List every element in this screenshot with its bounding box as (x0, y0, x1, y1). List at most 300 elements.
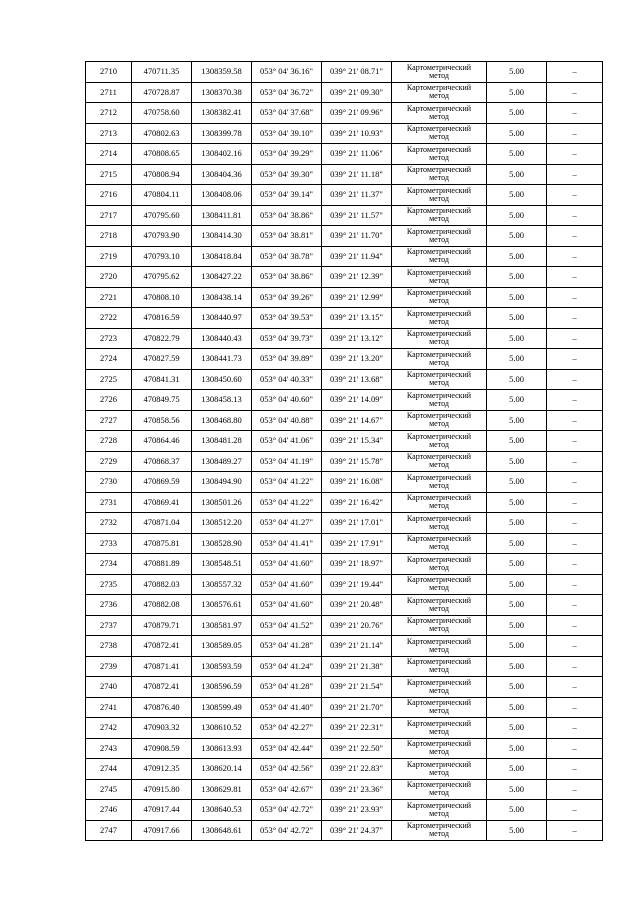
point-number-cell: 2718 (86, 226, 132, 247)
method-label-line2: метод (429, 357, 449, 367)
y-coordinate-cell: 1308576.61 (192, 595, 252, 616)
longitude-cell: 039° 21' 22.31" (322, 718, 392, 739)
latitude-cell: 053° 04' 39.89" (252, 349, 322, 370)
longitude-cell: 039° 21' 11.94" (322, 246, 392, 267)
longitude-cell: 039° 21' 08.71" (322, 62, 392, 83)
point-number-cell: 2731 (86, 492, 132, 513)
method-label-line2: метод (429, 624, 449, 634)
method-label-line2: метод (429, 767, 449, 777)
table-row (86, 574, 603, 595)
method-cell (392, 779, 487, 800)
note-cell: – (547, 718, 603, 739)
method-label-line1: Картометрический (406, 349, 472, 359)
y-coordinate-cell: 1308411.81 (192, 205, 252, 226)
longitude-cell: 039° 21' 19.44" (322, 574, 392, 595)
point-number-cell: 2719 (86, 246, 132, 267)
method-label-line2: метод (429, 829, 449, 839)
method-cell (392, 656, 487, 677)
latitude-cell: 053° 04' 39.14" (252, 185, 322, 206)
x-coordinate-cell: 470879.71 (132, 615, 192, 636)
latitude-cell: 053° 04' 42.67" (252, 779, 322, 800)
x-coordinate-cell: 470758.60 (132, 103, 192, 124)
accuracy-cell: 5.00 (487, 308, 547, 329)
latitude-cell: 053° 04' 36.72" (252, 82, 322, 103)
method-label-line2: метод (429, 644, 449, 654)
method-label-line1: Картометрический (406, 288, 472, 298)
x-coordinate-cell: 470868.37 (132, 451, 192, 472)
x-coordinate-cell: 470915.80 (132, 779, 192, 800)
x-coordinate-cell: 470876.40 (132, 697, 192, 718)
table-row (86, 103, 603, 124)
note-cell: – (547, 308, 603, 329)
x-coordinate-cell: 470841.31 (132, 369, 192, 390)
method-label-line2: метод (429, 808, 449, 818)
accuracy-cell: 5.00 (487, 759, 547, 780)
y-coordinate-cell: 1308501.26 (192, 492, 252, 513)
y-coordinate-cell: 1308481.28 (192, 431, 252, 452)
method-cell (392, 349, 487, 370)
accuracy-cell: 5.00 (487, 246, 547, 267)
y-coordinate-cell: 1308613.93 (192, 738, 252, 759)
note-cell: – (547, 431, 603, 452)
method-label-line2: метод (429, 296, 449, 306)
method-cell (392, 390, 487, 411)
x-coordinate-cell: 470808.65 (132, 144, 192, 165)
accuracy-cell: 5.00 (487, 697, 547, 718)
point-number-cell: 2733 (86, 533, 132, 554)
note-cell: – (547, 349, 603, 370)
longitude-cell: 039° 21' 22.50" (322, 738, 392, 759)
method-cell (392, 369, 487, 390)
accuracy-cell: 5.00 (487, 820, 547, 841)
latitude-cell: 053° 04' 41.60" (252, 574, 322, 595)
note-cell: – (547, 574, 603, 595)
latitude-cell: 053° 04' 39.53" (252, 308, 322, 329)
point-number-cell: 2728 (86, 431, 132, 452)
accuracy-cell: 5.00 (487, 205, 547, 226)
method-cell (392, 800, 487, 821)
method-label-line1: Картометрический (406, 411, 472, 421)
longitude-cell: 039° 21' 13.12" (322, 328, 392, 349)
note-cell: – (547, 800, 603, 821)
table-row (86, 738, 603, 759)
point-number-cell: 2729 (86, 451, 132, 472)
y-coordinate-cell: 1308382.41 (192, 103, 252, 124)
x-coordinate-cell: 470849.75 (132, 390, 192, 411)
table-row (86, 636, 603, 657)
table-row (86, 492, 603, 513)
x-coordinate-cell: 470822.79 (132, 328, 192, 349)
method-label-line1: Картометрический (406, 595, 472, 605)
table-row (86, 615, 603, 636)
method-label-line1: Картометрический (406, 554, 472, 564)
x-coordinate-cell: 470882.03 (132, 574, 192, 595)
latitude-cell: 053° 04' 41.27" (252, 513, 322, 534)
accuracy-cell: 5.00 (487, 164, 547, 185)
table-row (86, 800, 603, 821)
y-coordinate-cell: 1308589.05 (192, 636, 252, 657)
longitude-cell: 039° 21' 13.15" (322, 308, 392, 329)
y-coordinate-cell: 1308528.90 (192, 533, 252, 554)
longitude-cell: 039° 21' 21.54" (322, 677, 392, 698)
point-number-cell: 2738 (86, 636, 132, 657)
x-coordinate-cell: 470871.41 (132, 656, 192, 677)
method-label-line2: метод (429, 521, 449, 531)
x-coordinate-cell: 470808.94 (132, 164, 192, 185)
x-coordinate-cell: 470869.41 (132, 492, 192, 513)
table-row (86, 759, 603, 780)
x-coordinate-cell: 470816.59 (132, 308, 192, 329)
latitude-cell: 053° 04' 41.40" (252, 697, 322, 718)
method-label-line2: метод (429, 460, 449, 470)
accuracy-cell: 5.00 (487, 472, 547, 493)
note-cell: – (547, 472, 603, 493)
latitude-cell: 053° 04' 37.68" (252, 103, 322, 124)
note-cell: – (547, 554, 603, 575)
y-coordinate-cell: 1308399.78 (192, 123, 252, 144)
table-row (86, 533, 603, 554)
table-row (86, 328, 603, 349)
method-label-line1: Картометрический (406, 493, 472, 503)
table-row (86, 123, 603, 144)
accuracy-cell: 5.00 (487, 390, 547, 411)
y-coordinate-cell: 1308512.20 (192, 513, 252, 534)
note-cell: – (547, 820, 603, 841)
y-coordinate-cell: 1308440.97 (192, 308, 252, 329)
longitude-cell: 039° 21' 21.38" (322, 656, 392, 677)
x-coordinate-cell: 470793.10 (132, 246, 192, 267)
note-cell: – (547, 144, 603, 165)
method-label-line2: метод (429, 152, 449, 162)
longitude-cell: 039° 21' 11.70" (322, 226, 392, 247)
method-label-line2: метод (429, 706, 449, 716)
longitude-cell: 039° 21' 12.39" (322, 267, 392, 288)
accuracy-cell: 5.00 (487, 144, 547, 165)
method-cell (392, 82, 487, 103)
method-label-line1: Картометрический (406, 636, 472, 646)
method-label-line1: Картометрический (406, 247, 472, 257)
longitude-cell: 039° 21' 13.68" (322, 369, 392, 390)
table-row (86, 513, 603, 534)
y-coordinate-cell: 1308610.52 (192, 718, 252, 739)
method-cell (392, 164, 487, 185)
y-coordinate-cell: 1308402.16 (192, 144, 252, 165)
y-coordinate-cell: 1308548.51 (192, 554, 252, 575)
longitude-cell: 039° 21' 15.78" (322, 451, 392, 472)
y-coordinate-cell: 1308489.27 (192, 451, 252, 472)
method-label-line2: метод (429, 480, 449, 490)
method-label-line1: Картометрический (406, 575, 472, 585)
longitude-cell: 039° 21' 23.93" (322, 800, 392, 821)
point-number-cell: 2722 (86, 308, 132, 329)
latitude-cell: 053° 04' 39.73" (252, 328, 322, 349)
method-label-line1: Картометрический (406, 534, 472, 544)
point-number-cell: 2724 (86, 349, 132, 370)
method-label-line1: Картометрический (406, 103, 472, 113)
y-coordinate-cell: 1308458.13 (192, 390, 252, 411)
longitude-cell: 039° 21' 11.37" (322, 185, 392, 206)
table-row (86, 718, 603, 739)
x-coordinate-cell: 470804.11 (132, 185, 192, 206)
method-label-line2: метод (429, 234, 449, 244)
latitude-cell: 053° 04' 42.56" (252, 759, 322, 780)
method-label-line1: Картометрический (406, 616, 472, 626)
table-row (86, 144, 603, 165)
method-cell (392, 226, 487, 247)
y-coordinate-cell: 1308440.43 (192, 328, 252, 349)
method-label-line1: Картометрический (406, 472, 472, 482)
method-label-line1: Картометрический (406, 821, 472, 831)
method-label-line1: Картометрический (406, 677, 472, 687)
point-number-cell: 2717 (86, 205, 132, 226)
accuracy-cell: 5.00 (487, 595, 547, 616)
y-coordinate-cell: 1308438.14 (192, 287, 252, 308)
note-cell: – (547, 677, 603, 698)
method-cell (392, 185, 487, 206)
point-number-cell: 2737 (86, 615, 132, 636)
table-row (86, 820, 603, 841)
method-label-line2: метод (429, 562, 449, 572)
longitude-cell: 039° 21' 11.57" (322, 205, 392, 226)
note-cell: – (547, 123, 603, 144)
latitude-cell: 053° 04' 41.60" (252, 554, 322, 575)
method-label-line1: Картометрический (406, 267, 472, 277)
latitude-cell: 053° 04' 41.24" (252, 656, 322, 677)
table-row (86, 554, 603, 575)
point-number-cell: 2739 (86, 656, 132, 677)
method-cell (392, 144, 487, 165)
method-cell (392, 574, 487, 595)
longitude-cell: 039° 21' 12.99" (322, 287, 392, 308)
longitude-cell: 039° 21' 18.97" (322, 554, 392, 575)
latitude-cell: 053° 04' 40.33" (252, 369, 322, 390)
note-cell: – (547, 656, 603, 677)
method-label-line1: Картометрический (406, 62, 472, 72)
method-label-line2: метод (429, 337, 449, 347)
table-row (86, 656, 603, 677)
point-number-cell: 2721 (86, 287, 132, 308)
note-cell: – (547, 328, 603, 349)
method-label-line1: Картометрический (406, 739, 472, 749)
y-coordinate-cell: 1308414.30 (192, 226, 252, 247)
y-coordinate-cell: 1308648.61 (192, 820, 252, 841)
method-cell (392, 431, 487, 452)
accuracy-cell: 5.00 (487, 492, 547, 513)
latitude-cell: 053° 04' 41.22" (252, 472, 322, 493)
point-number-cell: 2727 (86, 410, 132, 431)
table-row (86, 185, 603, 206)
method-cell (392, 697, 487, 718)
accuracy-cell: 5.00 (487, 226, 547, 247)
method-label-line2: метод (429, 70, 449, 80)
table-row (86, 431, 603, 452)
note-cell: – (547, 492, 603, 513)
y-coordinate-cell: 1308468.80 (192, 410, 252, 431)
accuracy-cell: 5.00 (487, 636, 547, 657)
latitude-cell: 053° 04' 41.60" (252, 595, 322, 616)
note-cell: – (547, 615, 603, 636)
x-coordinate-cell: 470917.66 (132, 820, 192, 841)
point-number-cell: 2736 (86, 595, 132, 616)
table-row (86, 205, 603, 226)
method-label-line2: метод (429, 665, 449, 675)
longitude-cell: 039° 21' 14.09" (322, 390, 392, 411)
method-label-line2: метод (429, 316, 449, 326)
table-row (86, 410, 603, 431)
method-cell (392, 328, 487, 349)
y-coordinate-cell: 1308418.84 (192, 246, 252, 267)
point-number-cell: 2723 (86, 328, 132, 349)
note-cell: – (547, 410, 603, 431)
x-coordinate-cell: 470903.32 (132, 718, 192, 739)
method-label-line1: Картометрический (406, 431, 472, 441)
method-label-line2: метод (429, 747, 449, 757)
note-cell: – (547, 533, 603, 554)
method-label-line2: метод (429, 419, 449, 429)
table-row (86, 226, 603, 247)
accuracy-cell: 5.00 (487, 656, 547, 677)
x-coordinate-cell: 470802.63 (132, 123, 192, 144)
y-coordinate-cell: 1308629.81 (192, 779, 252, 800)
method-label-line2: метод (429, 583, 449, 593)
table-row (86, 82, 603, 103)
accuracy-cell: 5.00 (487, 123, 547, 144)
method-label-line1: Картометрический (406, 165, 472, 175)
latitude-cell: 053° 04' 41.22" (252, 492, 322, 513)
accuracy-cell: 5.00 (487, 677, 547, 698)
point-number-cell: 2715 (86, 164, 132, 185)
table-row (86, 287, 603, 308)
y-coordinate-cell: 1308593.59 (192, 656, 252, 677)
accuracy-cell: 5.00 (487, 287, 547, 308)
method-label-line1: Картометрический (406, 329, 472, 339)
method-label-line1: Картометрический (406, 185, 472, 195)
accuracy-cell: 5.00 (487, 349, 547, 370)
point-number-cell: 2725 (86, 369, 132, 390)
latitude-cell: 053° 04' 41.52" (252, 615, 322, 636)
method-label-line1: Картометрический (406, 780, 472, 790)
method-label-line2: метод (429, 275, 449, 285)
note-cell: – (547, 759, 603, 780)
method-label-line1: Картометрический (406, 698, 472, 708)
method-cell (392, 615, 487, 636)
accuracy-cell: 5.00 (487, 513, 547, 534)
point-number-cell: 2744 (86, 759, 132, 780)
note-cell: – (547, 205, 603, 226)
method-label-line1: Картометрический (406, 513, 472, 523)
method-cell (392, 410, 487, 431)
x-coordinate-cell: 470908.59 (132, 738, 192, 759)
y-coordinate-cell: 1308359.58 (192, 62, 252, 83)
longitude-cell: 039° 21' 09.96" (322, 103, 392, 124)
note-cell: – (547, 185, 603, 206)
accuracy-cell: 5.00 (487, 718, 547, 739)
longitude-cell: 039° 21' 17.01" (322, 513, 392, 534)
method-cell (392, 267, 487, 288)
x-coordinate-cell: 470912.35 (132, 759, 192, 780)
accuracy-cell: 5.00 (487, 185, 547, 206)
method-cell (392, 62, 487, 83)
note-cell: – (547, 451, 603, 472)
longitude-cell: 039° 21' 20.48" (322, 595, 392, 616)
accuracy-cell: 5.00 (487, 615, 547, 636)
longitude-cell: 039° 21' 16.08" (322, 472, 392, 493)
longitude-cell: 039° 21' 20.76" (322, 615, 392, 636)
point-number-cell: 2734 (86, 554, 132, 575)
method-label-line2: метод (429, 132, 449, 142)
latitude-cell: 053° 04' 41.28" (252, 636, 322, 657)
method-cell (392, 738, 487, 759)
accuracy-cell: 5.00 (487, 267, 547, 288)
accuracy-cell: 5.00 (487, 779, 547, 800)
y-coordinate-cell: 1308640.53 (192, 800, 252, 821)
method-cell (392, 451, 487, 472)
method-cell (392, 287, 487, 308)
y-coordinate-cell: 1308599.49 (192, 697, 252, 718)
longitude-cell: 039° 21' 16.42" (322, 492, 392, 513)
method-label-line2: метод (429, 111, 449, 121)
point-number-cell: 2713 (86, 123, 132, 144)
method-label-line2: метод (429, 91, 449, 101)
point-number-cell: 2726 (86, 390, 132, 411)
method-label-line2: метод (429, 788, 449, 798)
point-number-cell: 2742 (86, 718, 132, 739)
table-row (86, 369, 603, 390)
note-cell: – (547, 390, 603, 411)
accuracy-cell: 5.00 (487, 800, 547, 821)
accuracy-cell: 5.00 (487, 533, 547, 554)
note-cell: – (547, 513, 603, 534)
latitude-cell: 053° 04' 36.16" (252, 62, 322, 83)
method-label-line1: Картометрический (406, 800, 472, 810)
latitude-cell: 053° 04' 38.78" (252, 246, 322, 267)
method-cell (392, 820, 487, 841)
method-cell (392, 636, 487, 657)
accuracy-cell: 5.00 (487, 103, 547, 124)
x-coordinate-cell: 470875.81 (132, 533, 192, 554)
method-label-line1: Картометрический (406, 390, 472, 400)
y-coordinate-cell: 1308581.97 (192, 615, 252, 636)
point-number-cell: 2741 (86, 697, 132, 718)
method-label-line2: метод (429, 542, 449, 552)
longitude-cell: 039° 21' 23.36" (322, 779, 392, 800)
method-cell (392, 595, 487, 616)
point-number-cell: 2712 (86, 103, 132, 124)
longitude-cell: 039° 21' 22.83" (322, 759, 392, 780)
longitude-cell: 039° 21' 13.20" (322, 349, 392, 370)
latitude-cell: 053° 04' 39.30" (252, 164, 322, 185)
method-label-line1: Картометрический (406, 718, 472, 728)
x-coordinate-cell: 470711.35 (132, 62, 192, 83)
x-coordinate-cell: 470795.60 (132, 205, 192, 226)
table-row (86, 451, 603, 472)
method-cell (392, 554, 487, 575)
method-label-line2: метод (429, 501, 449, 511)
y-coordinate-cell: 1308450.60 (192, 369, 252, 390)
method-label-line1: Картометрический (406, 226, 472, 236)
y-coordinate-cell: 1308408.06 (192, 185, 252, 206)
latitude-cell: 053° 04' 39.10" (252, 123, 322, 144)
table-row (86, 697, 603, 718)
longitude-cell: 039° 21' 14.67" (322, 410, 392, 431)
x-coordinate-cell: 470793.90 (132, 226, 192, 247)
latitude-cell: 053° 04' 41.06" (252, 431, 322, 452)
method-cell (392, 103, 487, 124)
method-label-line2: метод (429, 726, 449, 736)
latitude-cell: 053° 04' 39.26" (252, 287, 322, 308)
note-cell: – (547, 779, 603, 800)
note-cell: – (547, 267, 603, 288)
